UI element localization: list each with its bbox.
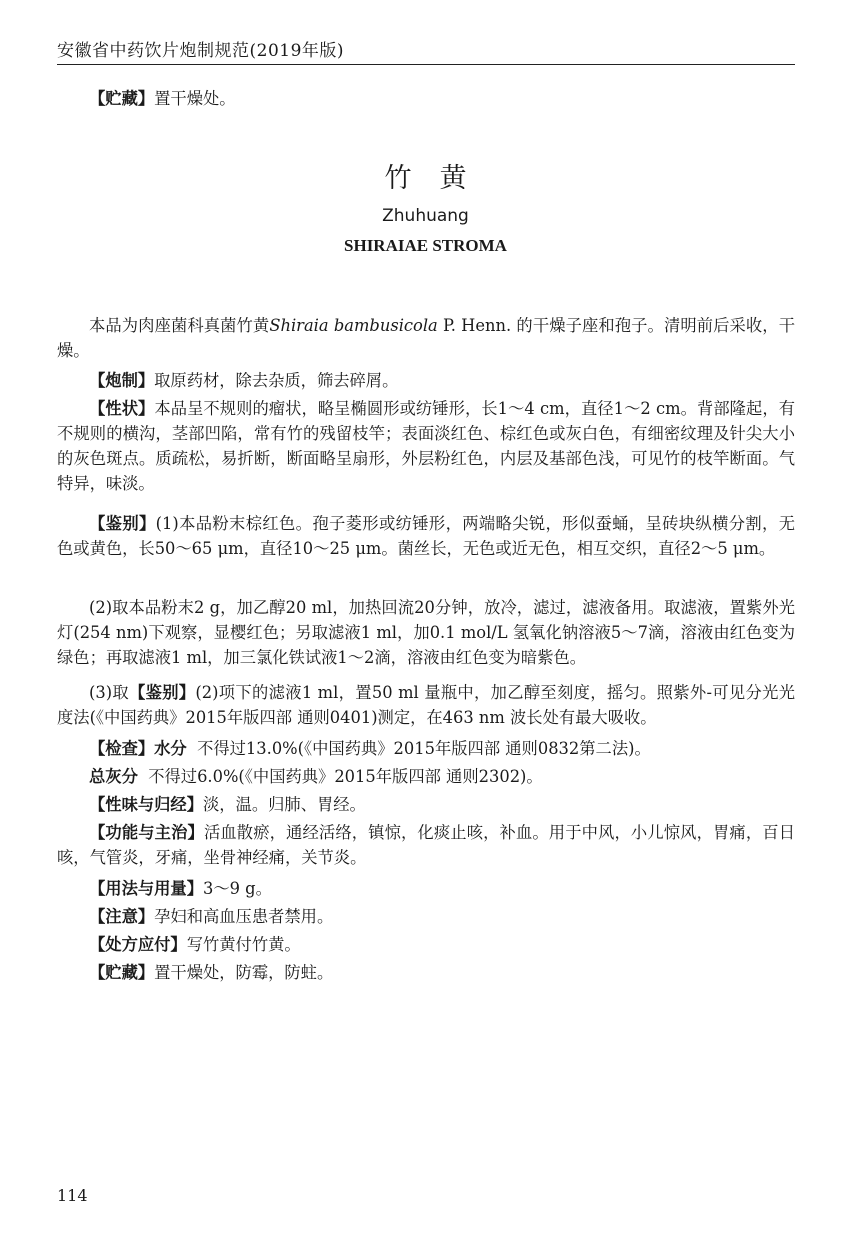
inspection-ash [57,764,795,789]
function-section [57,820,795,870]
nature-text: 淡，温。归肺、胃经。 [202,795,366,814]
prev-storage-text: 置干燥处。 [154,89,236,108]
identification-item-3-text-b: (2)项下的滤液1 ml，置50 ml 量瓶中，加乙醇至刻度，摇匀。照紫外-可见分光光度法(《中国药典》2015年版四部 通则0401)测定，在463 nm 波长处有最大吸收。 [57,683,795,727]
prev-storage [57,86,795,111]
ash-text: 不得过6.0%(《中国药典》2015年版四部 通则2302)。 [148,767,543,786]
inspection-water [57,736,795,761]
prescription-section [57,932,795,957]
intro-text-b: P. Henn. 的干燥子座和孢子。清明前后采收，干燥。 [57,316,795,360]
ash-label: 总灰分 [89,767,138,786]
header-rule [57,64,795,65]
caution-text: 孕妇和高血压患者禁用。 [154,907,334,926]
identification-label: 【鉴别】 [89,514,156,533]
description-section [57,396,795,496]
caution-section [57,904,795,929]
storage-text: 置干燥处，防霉，防蛀。 [154,963,334,982]
nature-section [57,792,795,817]
prev-storage-label: 【贮藏】 [89,89,155,108]
processing-text: 取原药材，除去杂质，筛去碎屑。 [154,371,399,390]
intro-paragraph [57,313,795,363]
page-number: 114 [57,1186,88,1205]
intro-text-a: 本品为肉座菌科真菌竹黄 [89,316,270,335]
processing-label: 【炮制】 [89,371,155,390]
storage-section [57,960,795,985]
identification-item-1 [57,511,795,561]
monograph-latin-name: SHIRAIAE STROMA [344,236,507,255]
function-text: 活血散瘀，通经活络，镇惊，化痰止咳，补血。用于中风，小儿惊风，胃痛，百日咳，气管炎，牙痛，坐骨神经痛，关节炎。 [57,823,795,867]
identification-item-2 [57,595,795,670]
dosage-label: 【用法与用量】 [89,879,203,898]
nature-label: 【性味与归经】 [89,795,203,814]
prescription-label: 【处方应付】 [89,935,187,954]
identification-item-3-ref: 【鉴别】 [129,683,196,702]
identification-item-3-text-a: (3)取 [89,683,129,702]
caution-label: 【注意】 [89,907,155,926]
prescription-text: 写竹黄付竹黄。 [186,935,301,954]
water-text: 不得过13.0%(《中国药典》2015年版四部 通则0832第二法)。 [197,739,651,758]
storage-label: 【贮藏】 [89,963,155,982]
description-text: 本品呈不规则的瘤状，略呈椭圆形或纺锤形，长1～4 cm，直径1～2 cm。背部隆起，有不规则的横沟，茎部凹陷，常有竹的残留枝竿；表面淡红色、棕红色或灰白色，有细密纹理及针尖大小的灰色斑点。质疏松，易折断，断面略呈扇形，外层粉红色，内层及基部色浅，可见竹的枝竿断面。气特异，味淡。 [57,399,795,493]
dosage-section [57,876,795,901]
running-title: 安徽省中药饮片炮制规范(2019年版) [57,41,345,61]
processing-section [57,368,795,393]
inspection-label: 【检查】 [89,739,155,758]
monograph-title: 竹黄 [384,163,495,194]
function-label: 【功能与主治】 [89,823,204,842]
description-label: 【性状】 [89,399,155,418]
species-name: Shiraia bambusicola [269,316,438,335]
identification-item-2-text: (2)取本品粉末2 g，加乙醇20 ml，加热回流20分钟，放冷，滤过，滤液备用。取滤液，置紫外光灯(254 nm)下观察，显樱红色；另取滤液1 ml，加0.1 mol/L 氢氧化钠溶液5～7滴，溶液由红色变为绿色；再取滤液1 ml，加三氯化铁试液1～2滴，溶液由红色变为暗紫色。 [57,598,795,667]
water-label: 水分 [154,739,187,758]
identification-item-1-text: (1)本品粉末棕红色。孢子菱形或纺锤形，两端略尖锐，形似蚕蛹，呈砖块纵横分割，无色或黄色，长50～65 μm，直径10～25 μm。菌丝长，无色或近无色，相互交织，直径2～5 μm。 [57,514,795,558]
identification-item-3 [57,680,795,730]
dosage-text: 3～9 g。 [202,879,272,898]
monograph-pinyin: Zhuhuang [382,206,469,226]
